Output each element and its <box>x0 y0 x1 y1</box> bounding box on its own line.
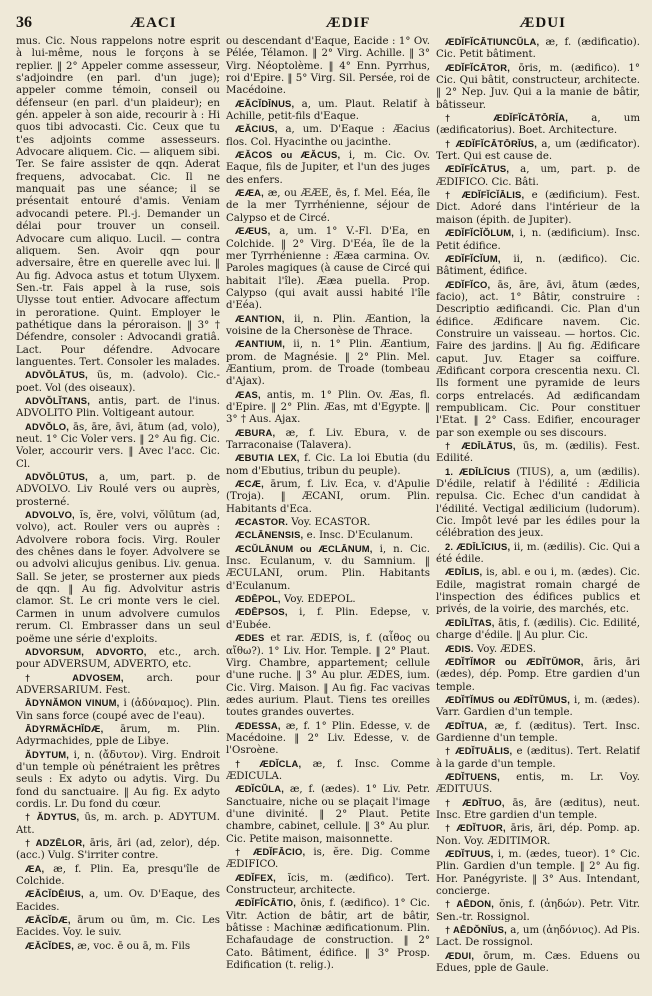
entry-definition: e (ædificium). Fest. Dict. Adoré dans l'intérieur de la maison (épith. de Jupiter). <box>436 190 640 226</box>
dictionary-entry <box>16 471 220 509</box>
entry-headword: ÆDĬFĬCĀTOR, <box>445 61 511 73</box>
entry-headword: ÆDĬTĬMUS ou ÆDĬTŬMUS, <box>445 693 571 705</box>
entry-headword: ÆĂCĬDÆ, <box>25 914 71 926</box>
entry-definition: ārum ou ūm, m. Cic. Les Eacides. Voy. le suiv. <box>16 915 220 939</box>
entry-definition: a, um, part. p. de ÆDIFICO. Cic. Bâti. <box>436 164 640 188</box>
dictionary-entry <box>436 279 640 440</box>
entry-definition: æ, ou ÆÆE, ēs, f. Mel. Eéa, île de la mer Tyrrhénienne, séjour de Calypso et de Circé. <box>226 188 430 224</box>
entry-headword: ĂDYTUM, <box>25 748 70 760</box>
entry-definition: e. Insc. D'Eculanum. <box>306 530 414 542</box>
dictionary-entry <box>226 606 430 632</box>
entry-definition: Voy. EDEPOL. <box>283 594 356 606</box>
entry-definition: is, abl. e ou i, m. (ædes). Cic. Edile, magistrat romain chargé de l'inspection des édifices publics et privés, de la voirie, des marchés, etc. <box>436 567 640 616</box>
dictionary-entry <box>16 749 220 812</box>
entry-definition: ii, n. 1° Plin. Æantium, prom. de Magnésie. ‖ 2° Plin. Mel. Æantium, prom. de Troade (tombeau d'Ajax). <box>226 339 430 388</box>
entry-definition: a, um. Ov. D'Eaque, des Eacides. <box>16 889 220 913</box>
entry-definition: f. Cic. La loi Ebutia (du nom d'Ebutius, tribun du peuple). <box>226 453 430 477</box>
dictionary-entry <box>436 189 640 227</box>
dictionary-entry <box>436 745 640 771</box>
entry-definition: ās, āre, āvi, ātum (ædes, facio), act. 1° Bâtir, construire : Descriptio ædificandi. Cic. Plan d'un édifice. Ædificare navem. Cic. Construire un vaisseau. — hortos. Cic. Faire des jardins. ‖ Au fig. Ædificare caput. Juv. Etager sa coiffure. Ædificant corpora crescentia nexu. Cl. Ils forment une pyramide de leurs corps entrelacés. Ad ædificandam rempublicam. Cic. Pour constituer l'Etat. ‖ 2° Cass. Edifier, encourager par son exemple ou ses discours. <box>436 279 640 439</box>
column-middle <box>226 36 430 996</box>
entry-definition: Voy. ECASTOR. <box>291 517 371 529</box>
dictionary-entry <box>436 643 640 656</box>
entry-definition: i, m. (ædes, tueor). 1° Cic. Plin. Gardien d'un temple. ‖ 2° Au fig. Hor. Panégyriste. ‖ 3° Aus. Intendant, concierge. <box>436 849 640 898</box>
entry-headword: ÆDĬFĬCĀTIUNCŬLA, <box>445 36 540 47</box>
dictionary-entry <box>226 516 430 529</box>
entry-headword: ÆDĬCŬLA, <box>235 783 284 795</box>
dictionary-entry <box>226 187 430 225</box>
dictionary-entry <box>16 888 220 914</box>
dictionary-entry <box>226 529 430 542</box>
dictionary-entry <box>436 36 640 62</box>
dictionary-entry <box>436 253 640 279</box>
entry-headword: ÆĂCĬDĒIUS, <box>25 888 84 900</box>
dictionary-entry <box>226 389 430 427</box>
entry-headword: † ĂDYTUS, <box>25 811 80 823</box>
entry-definition: entis, m. Lr. Voy. ÆDITUUS. <box>436 771 640 796</box>
entry-headword: ÆANTIUM, <box>235 338 286 350</box>
column-right <box>436 36 640 996</box>
dictionary-entry <box>436 822 640 848</box>
entry-headword: ÆAS, <box>235 388 261 400</box>
dictionary-entry <box>16 509 220 646</box>
entry-headword: ADVOLVO, <box>25 509 75 521</box>
dictionary-entry <box>16 36 220 369</box>
entry-headword: † AĒDŎNĬUS, <box>445 924 507 936</box>
entry-definition: æ, f. Liv. Ebura, v. de Tarraconaise (Talavera). <box>226 427 430 451</box>
dictionary-entry <box>16 646 220 672</box>
entry-definition: æ, f. 1° Plin. Edesse, v. de Macédoine. ‖ 2° Liv. Edesse, v. de l'Osroène. <box>226 720 430 757</box>
dictionary-entry <box>436 771 640 797</box>
dictionary-entry <box>436 62 640 112</box>
entry-definition: æ, f. Plin. Ea, presqu'île de Colchide. <box>16 863 220 888</box>
dictionary-entry <box>436 112 640 138</box>
entry-definition: i (ἀδύναμος). Plin. Vin sans force (coupé avec de l'eau). <box>16 698 220 722</box>
entry-definition: a, um, part. p. de ADVOLVO. Liv Roulé vers ou auprès, prosterné. <box>16 472 220 508</box>
entry-definition: ĭs, ĕre, volvi, vŏlūtum (ad, volvo), act. Rouler vers ou auprès : Advolvere robora focis. Virg. Rouler des chênes dans le foyer. Advolvere se ou advolvi alicujus genibus. Liv. genua. Sall. Se jeter, se prosterner aux pieds de qqn. ‖ Au fig. Advolvitur astris clamor. St. Le cri monte vers le ciel. Carmen in unum advolvere cumulos rerum. Cl. Embrasser dans un seul poëme une série d'exploits. <box>16 510 220 645</box>
entry-headword: ÆDESSA, <box>235 719 281 731</box>
entry-definition: ŏnis, f. (ἀηδών). Petr. Vitr. Sen.-tr. Rossignol. <box>436 899 640 923</box>
entry-definition: æ, f. (ædificatio). Cic. Petit bâtiment. <box>436 37 640 61</box>
entry-definition: ii, n. (ædifico). Cic. Bâtiment, édifice. <box>436 253 640 278</box>
entry-headword: ÆĂCOS ou ÆĂCUS, <box>235 149 341 161</box>
dictionary-entry <box>226 872 430 898</box>
entry-headword: ÆDĬTUENS, <box>445 770 500 782</box>
entry-definition: i, n. (ædificium). Insc. Petit édifice. <box>436 228 640 252</box>
entry-definition: a, um. Plaut. Relatif à Achille, petit-fils d'Eaque. <box>226 98 430 123</box>
entry-definition: ārum, m. Plin. Adyrmachides, pple de Libye. <box>16 723 220 748</box>
dictionary-entry <box>226 36 430 98</box>
guide-word-left: ÆACI <box>130 15 177 31</box>
entry-definition: æ, f. Insc. Comme ÆDICULA. <box>226 758 430 782</box>
dictionary-entry <box>226 543 430 593</box>
entry-definition: ārum, f. Liv. Eca, v. d'Apulie (Troja). ‖ ÆCANI, orum. Plin. Habitants d'Eca. <box>226 479 430 515</box>
entry-headword: † ÆDĬTUOR, <box>445 822 506 834</box>
entry-definition: ūs, m. arch. p. ADYTUM. Att. <box>16 812 220 836</box>
entry-definition: ou descendant d'Eaque, Eacide : 1° Ov. Pélée, Télamon. ‖ 2° Virg. Achille. ‖ 3° Virg. Néoptolème. ‖ 4° Enn. Pyrrhus, roi d'Epire. ‖ 5° Virg. Sil. Persée, roi de Macédoine. <box>226 36 430 97</box>
dictionary-entry <box>436 466 640 541</box>
entry-headword: ÆA, <box>25 862 45 874</box>
dictionary-entry <box>226 758 430 784</box>
entry-definition: is, ĕre. Dig. Comme ÆDIFICO. <box>226 847 430 871</box>
dictionary-entry <box>436 566 640 616</box>
entry-definition: a, um. D'Eaque : Æacius flos. Col. Hyacinthe ou jacinthe. <box>226 124 430 148</box>
dictionary-entry <box>16 914 220 940</box>
dictionary-entry <box>226 478 430 516</box>
dictionary-entry <box>16 863 220 889</box>
entry-definition: i, n. (ἄδυτον). Virg. Endroit d'un temple où pénétraient les prêtres seuls : Ex adyto ou adytis. Virg. Du fond du sanctuaire. ‖ Au fig. Ex adyto cordis. Lr. Du fond du cœur. <box>16 749 220 810</box>
dictionary-entry <box>16 811 220 837</box>
dictionary-entry <box>226 225 430 312</box>
entry-headword: † ÆDĬCLA, <box>235 757 302 769</box>
entry-definition: ātis, f. (ædilis). Cic. Edilité, charge d'édile. ‖ Au plur. Cic. <box>436 617 640 642</box>
guide-word-right: ÆDUI <box>519 15 566 31</box>
entry-headword: ÆDĪLIS, <box>445 566 483 578</box>
entry-headword: ADVŎLO, <box>25 420 70 432</box>
entry-headword: ÆBURA, <box>235 426 276 438</box>
dictionary-entry <box>16 672 220 698</box>
dictionary-entry <box>226 452 430 478</box>
dictionary-entry <box>436 950 640 976</box>
page-number: 36 <box>16 14 32 31</box>
entry-definition: æ, f. (æditus). Tert. Insc. Gardienne d'un temple. <box>436 720 640 744</box>
entry-definition: āris, āri (ædes), dép. Pomp. Etre gardien d'un temple. <box>436 656 640 693</box>
entry-headword: ADVORSUM, ADVORTO, <box>25 645 147 657</box>
entry-headword: † ADZĒLOR, <box>25 837 86 848</box>
entry-definition: Voy. ÆDES. <box>476 643 536 655</box>
entry-definition: antis, part. de l'inus. ADVOLITO Plin. Voltigeant autour. <box>16 395 220 420</box>
dictionary-entry <box>16 421 220 471</box>
entry-definition: et rar. ÆDIS, is, f. (αἶθος ou αἴθω?). 1° Liv. Hor. Temple. ‖ 2° Plaut. Virg. Chambre, appartement; cellule d'une ruche. ‖ 3° Au plur. ÆDES, ium. Cic. Virg. Maison. ‖ Au fig. Fac vacivas ædes aurium. Plaut. Tiens tes oreilles toutes grandes ouvertes. <box>226 633 430 719</box>
entry-headword: ÆDĒPOL, <box>235 593 281 605</box>
dictionary-entry <box>436 617 640 643</box>
entry-headword: ÆCASTOR. <box>235 516 288 528</box>
entry-headword: ÆDĬTUA, <box>445 719 488 731</box>
entry-headword: ÆDUI, <box>445 949 475 961</box>
entry-headword: † ÆDĬFĬCĀTŌRĬUS, <box>445 137 537 149</box>
entry-headword: ÆCŬLĀNUM ou ÆCLĀNUM, <box>235 542 373 554</box>
entry-headword: † ÆDĬTUO, <box>445 796 505 808</box>
entry-headword: ÆDĬFĬCO, <box>445 278 491 290</box>
dictionary-entry <box>226 338 430 388</box>
dictionary-entry <box>226 632 430 719</box>
entry-headword: 1. ÆDĪLĬCIUS <box>445 465 511 477</box>
entry-headword: ÆDĪLĬTAS, <box>445 616 495 628</box>
entry-headword: ADVŎLŪTUS, <box>25 471 88 483</box>
dictionary-entry <box>436 924 640 950</box>
dictionary-entry <box>226 427 430 453</box>
entry-definition: i, n. Cic. Insc. Eculanum, v. du Samnium. ‖ ÆCULANI, orum. Plin. Habitants d'Eculanum. <box>226 543 430 592</box>
entry-definition: a, um (ἀηδόνιος). Ad Pis. Lact. De rossignol. <box>436 925 640 949</box>
dictionary-entry <box>436 720 640 746</box>
entry-headword: ÆDĬTUUS, <box>445 848 494 859</box>
entry-headword: † ÆDĬFĀCIO, <box>235 846 306 857</box>
entry-definition: arch. pour ADVERSARIUM. Fest. <box>16 672 220 696</box>
dictionary-entry <box>436 694 640 720</box>
entry-headword: ÆÆUS, <box>235 225 271 237</box>
entry-definition: ūs, m. (advolo). Cic.-poet. Vol (des oiseaux). <box>16 370 220 394</box>
dictionary-entry <box>226 149 430 187</box>
entry-definition: etc., arch. pour ADVERSUM, ADVERTO, etc. <box>16 646 220 671</box>
dictionary-entry <box>226 720 430 758</box>
entry-headword: ĀDYRMĂCHĬDÆ, <box>25 722 104 734</box>
entry-headword: † ÆDĪLĀTUS, <box>445 440 516 451</box>
entry-headword: ADVŎLĀTUS, <box>25 369 88 381</box>
entry-definition: ĭcis, m. (ædifico). Tert. Constructeur, architecte. <box>226 872 430 897</box>
entry-headword: 2. ÆDĪLĬCIUS, <box>445 540 511 552</box>
entry-definition: ōris, m. (ædifico). 1° Cic. Qui bâtit, constructeur, architecte. ‖ 2° Nep. Juv. Qui a la manie de bâtir, bâtisseur. <box>436 62 640 111</box>
entry-definition: ii, m. (ædilis). Cic. Qui a été édile. <box>436 541 640 566</box>
dictionary-entry <box>16 369 220 395</box>
entry-definition: ūs, m. (ædilis). Fest. Edilité. <box>436 441 640 465</box>
entry-definition: (TIUS), a, um (ædilis). D'édile, relatif à l'édilité : Ædilicia repulsa. Cic. Echec d'un candidat à l'édilité. Vectigal ædilicium (ludorum). Cic. Impôt levé par les édiles pour la célébration des jeux. <box>436 466 640 540</box>
entry-headword: ÆÆA, <box>235 187 264 199</box>
entry-definition: ii, n. Plin. Æantion, la voisine de la Chersonèse de Thrace. <box>226 313 430 337</box>
entry-headword: ÆCÆ, <box>235 478 264 490</box>
entry-definition: i, f. Plin. Edepse, v. d'Eubée. <box>226 607 430 631</box>
entry-definition: ās, āre (æditus), neut. Insc. Etre gardien d'un temple. <box>436 797 640 821</box>
entry-definition: ōnis, f. (ædifico). 1° Cic. Vitr. Action de bâtir, art de bâtir, bâtisse : Machinæ ædificationum. Plin. Echafaudage de construction. ‖ 2° Cato. Bâtiment, édifice. ‖ 3° Prosp. Edification (t. relig.). <box>226 898 430 972</box>
column-left <box>16 36 220 996</box>
entry-headword: ĀDYNĂMON VINUM, <box>25 697 120 709</box>
entry-definition: a, um. 1° V.-Fl. D'Ea, en Colchide. ‖ 2° Virg. D'Eéa, île de la mer Tyrrhénienne : Ææa carmina. Ov. Paroles magiques (à cause de Circé qui habitait l'île). Ææa puella. Prop. Calypso (qui avait aussi habité l'île d'Eéa). <box>226 226 430 312</box>
entry-headword: ADVŎLĬTANS, <box>25 394 91 406</box>
dictionary-entry <box>226 846 430 872</box>
text-columns <box>16 36 640 996</box>
entry-headword: † AĒDON, <box>445 898 495 910</box>
entry-headword: † ÆDĬFĬCĬĀLIS, <box>445 189 525 201</box>
entry-definition: āris, āri, dép. Pomp. ap. Non. Voy. ÆDITIMOR. <box>436 823 640 847</box>
entry-headword: ÆDĬFĬCĬŎLUM, <box>445 227 515 239</box>
entry-definition: a, um (ædificator). Tert. Qui est cause de. <box>436 138 640 163</box>
dictionary-entry <box>436 656 640 694</box>
entry-headword: ÆDĬTĬMOR ou ÆDĬTŬMOR, <box>445 655 584 667</box>
entry-definition: mus. Cic. Nous rappelons notre esprit à lui-même, nous le forçons à se replier. ‖ 2° Appeler comme assesseur, s'adjoindre (en parl. d'un juge); appeler comme témoin, conseil ou défenseur (en parl. d'un plaideur); en gén. appeler à son aide, recourir à : Hi quos tibi advocasti. Cic. Ceux que tu t'es adjoints comme assesseurs. Advocare aliquem. Cic. — aliquem sibi. Ter. Se faire assister de qqn. Aderat frequens, advocabat. Cic. Il ne manquait pas une séance; il se présentait entouré d'amis. Veniam advocandi petere. Pl.-j. Demander un délai pour trouver un conseil. Advocare cum aliquo. Lucil. — contra aliquem. Sen. Avoir qqn pour adversaire, être en querelle avec lui. ‖ Au fig. Advoca astus et totum Ulyxem. Sen.-tr. Fais appel à la ruse, sois Ulysse tout entier. Advocare affectum in peroratione. Quint. Employer le pathétique dans la péroraison. ‖ 3° † Défendre, consoler : Advocandi gratiâ. Lact. Pour défendre. Advocare languentes. Tert. Consoler les malades. <box>16 36 220 368</box>
entry-headword: ÆANTION, <box>235 312 285 324</box>
dictionary-entry <box>436 138 640 164</box>
entry-definition: antis, m. 1° Plin. Ov. Æas, fl. d'Epire. ‖ 2° Plin. Æas, mt d'Egypte. ‖ 3° † Aus. Ajax. <box>226 389 430 426</box>
entry-headword: ÆDĬFĬCĀTIO, <box>235 897 297 909</box>
dictionary-entry <box>226 783 430 846</box>
entry-definition: ās, āre, āvi, ātum (ad, volo), neut. 1° Cic Voler vers. ‖ 2° Au fig. Cic. Voler, accourir vers. ‖ Avec l'acc. Cic. Cl. <box>16 421 220 470</box>
dictionary-entry <box>16 395 220 421</box>
entry-definition: i, m. (ædes). Varr. Gardien d'un temple. <box>436 694 640 719</box>
guide-word-center: ÆDIF <box>325 15 371 31</box>
dictionary-entry <box>16 723 220 749</box>
dictionary-entry <box>436 797 640 823</box>
dictionary-entry <box>226 593 430 606</box>
dictionary-entry <box>16 697 220 723</box>
dictionary-entry <box>226 897 430 972</box>
entry-headword: ÆĂCIUS, <box>235 123 278 135</box>
entry-headword: ÆDĬFĬCĀTUS, <box>445 163 510 175</box>
page-header <box>16 14 640 34</box>
entry-headword: ÆBUTIA LEX, <box>235 452 300 464</box>
dictionary-entry <box>436 541 640 567</box>
entry-headword: ÆDĒPSOS, <box>235 606 288 618</box>
entry-headword: ÆĂCĬDĪNUS, <box>235 97 295 109</box>
entry-definition: i, m. Cic. Ov. Eaque, fils de Jupiter, et l'un des juges des enfers. <box>226 150 430 186</box>
dictionary-entry <box>436 440 640 466</box>
entry-headword: ÆDES <box>235 632 265 644</box>
dictionary-entry <box>16 837 220 863</box>
dictionary-entry <box>16 940 220 953</box>
entry-headword: ÆDIS. <box>445 642 474 654</box>
dictionary-entry <box>226 313 430 339</box>
entry-headword: ÆDĬFĬCĬUM, <box>445 252 501 264</box>
dictionary-entry <box>226 123 430 149</box>
entry-headword: ÆĂCĬDES, <box>25 939 75 951</box>
dictionary-entry <box>436 898 640 924</box>
entry-definition: æ, f. (ædes). 1° Liv. Petr. Sanctuaire, niche ou se plaçait l'image d'une divinité. ‖ 2° Plaut. Petite chambre, cabinet, cellule. ‖ 3° Au plur. Cic. Petite maison, maisonnette. <box>226 784 430 845</box>
entry-definition: e (æditus). Tert. Relatif à la garde d'un temple. <box>436 746 640 770</box>
entry-headword: † ÆDĬFĬCĀTŌRĬA, <box>445 112 569 124</box>
entry-definition: æ, voc. ē ou ā, m. Fils <box>77 940 191 952</box>
entry-headword: † ADVOSEM, <box>25 671 124 683</box>
dictionary-entry <box>436 163 640 189</box>
dictionary-entry <box>436 848 640 898</box>
entry-definition: ōrum, m. Cæs. Eduens ou Edues, pple de Gaule. <box>436 950 640 975</box>
entry-headword: ÆCLĀNENSIS, <box>235 529 304 541</box>
entry-headword: ÆDĬFEX, <box>235 871 276 883</box>
dictionary-entry <box>436 227 640 253</box>
entry-definition: a, um (ædificatorius). Boet. Architecture. <box>436 113 640 137</box>
dictionary-entry <box>226 98 430 124</box>
entry-headword: † ÆDĬTUĀLIS, <box>445 745 513 757</box>
entry-definition: āris, āri (ad, zelor), dép. (acc.) Vulg. S'irriter contre. <box>16 838 220 862</box>
